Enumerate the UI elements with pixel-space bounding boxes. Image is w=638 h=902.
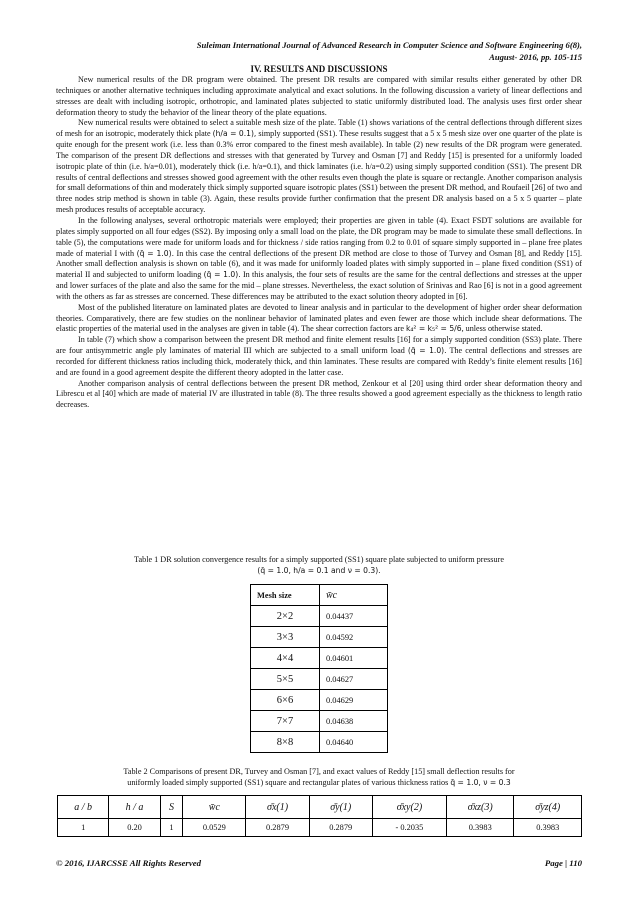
table-row bbox=[251, 606, 388, 627]
table-1-cell-w: 0.04437 bbox=[320, 606, 388, 627]
table-2-cell: 0.2879 bbox=[309, 819, 372, 837]
body-text bbox=[56, 75, 582, 411]
math-load-2: (q̄ = 1.0). bbox=[203, 270, 241, 280]
paragraph-2 bbox=[56, 118, 582, 216]
math-load-1: (q̄ = 1.0). bbox=[136, 248, 174, 258]
table-row bbox=[251, 648, 388, 669]
paragraph-3-text-b: In this case the central deflections of the present DR method are close to those of Turvey and Osman [8], and Reddy [15]. Another small deflection analysis is shown on table (6), and it was made for uniformly loaded plates with simply supported in – plane fixed condition (SS1) of material II and subjected to uniform loading bbox=[56, 248, 583, 280]
paragraph-4 bbox=[56, 303, 582, 336]
table-1-cell-w: 0.04627 bbox=[320, 669, 388, 690]
table-1-cell-w: 0.04629 bbox=[320, 690, 388, 711]
table-1-cell-mesh: 4×4 bbox=[251, 648, 320, 669]
table-2-caption-line-2 bbox=[56, 777, 582, 788]
table-1-caption bbox=[56, 554, 582, 576]
header-line-1: Suleiman International Journal of Advanced Research in Computer Science and Software Engineering 6(8), bbox=[196, 40, 582, 50]
table-1-caption-math: (q̄ = 1.0, h/a = 0.1 and ν = 0.3). bbox=[257, 566, 381, 575]
table-1-cell-mesh: 8×8 bbox=[251, 732, 320, 753]
table-1-cell-mesh: 6×6 bbox=[251, 690, 320, 711]
footer-page-number: Page | 110 bbox=[544, 858, 582, 868]
paragraph-6: Another comparison analysis of central deflections between the present DR method, Zenkour et al [20] using third order shear deformation theory and Librescu et al [40] which are made of material IV are illustrated in table (8). The three results showed a good agreement especially as the thickness to length ratio decreases. bbox=[56, 378, 582, 410]
table-1-caption-text: Table 1 DR solution convergence results for a simply supported (SS1) square plate subjected to uniform pressure bbox=[134, 555, 504, 564]
math-shear-factors: k₄² = k₅² = 5/6 bbox=[405, 324, 462, 334]
table-row bbox=[58, 819, 582, 837]
table-row bbox=[251, 690, 388, 711]
table-2-cell: - 0.2035 bbox=[372, 819, 446, 837]
table-2-body bbox=[58, 819, 582, 837]
paragraph-2-text-a: New numerical results were obtained to select a suitable mesh size of the plate. Table (1) shows variations of the central deflections through different sizes of mesh for an isotropic, moderately thick plate bbox=[56, 118, 582, 139]
page-footer bbox=[56, 858, 582, 868]
table-2-header-cell: σ̄xy(2) bbox=[372, 796, 446, 819]
table-1-cell-w: 0.04592 bbox=[320, 627, 388, 648]
table-2-header-cell: σ̄y(1) bbox=[309, 796, 372, 819]
table-2-caption-math: q̄ = 1.0, ν = 0.3 bbox=[450, 778, 511, 787]
paragraph-4-text-b: , unless otherwise stated. bbox=[461, 324, 543, 334]
table-1-cell-w: 0.04640 bbox=[320, 732, 388, 753]
math-h-over-a: (h/a = 0.1), bbox=[212, 129, 257, 139]
footer-copyright: © 2016, IJARCSSE All Rights Reserved bbox=[56, 858, 202, 868]
table-2-header-cell: h / a bbox=[109, 796, 160, 819]
table-1-header-mesh: Mesh size bbox=[251, 585, 320, 606]
paragraph-5-text-b: The central deflections and stresses are recorded for different thickness ratios including thick, moderately thick, and thin laminates. These results are compared with Reddy’s finite element results [16] and are found in a good agreement despite the different theory adopted in the latter case. bbox=[56, 346, 583, 377]
paragraph-3-text-a: In the following analyses, several orthotropic materials were employed; their properties are given in table (4). Exact FSDT solutions are available for plates simply supported on all four edges (SS2). By imposing only a small load on the plate, the DR program may be made to simulate these small deflections. In table (5), the computations were made for uniform loads and for thickness / side ratios ranging from 0.2 to 0.01 of square simply supported in – plane free plates made of material I with bbox=[56, 215, 582, 258]
paragraph-2-text-b: simply supported (SS1). These results suggest that a 5 x 5 mesh size over one quarter of the plate is quite enough for the present work (i.e. less than 0.3% error compared to the finest mesh available). In table (2) new results of the DR program were generated. The comparison of the present DR deflections and stresses with that generated by Turvey and Osman [7] and Reddy [15] is presented for a uniformly loaded isotropic plate of thin (i.e. h/a=0.01), moderately thick (i.e. h/a=0.1), and thick laminates (i.e. h/a=0.2) using simply supported condition (SS1). The present DR results of central deflections and stresses showed good agreement with the other results even though the plate is square or rectangle. Another comparison analysis for small deformations of thin and moderately thick simply supported square isotropic plates (SS1) between the present DR method, and Roufaeil [26] of two and three nodes strip method is shown in table (3). Again, these results provide further confirmation that the present DR analysis based on a 5 x 5 quarter – plate mesh produces results of acceptable accuracy. bbox=[56, 129, 583, 215]
table-2-cell: 1 bbox=[160, 819, 183, 837]
table-2-caption-line-1: Table 2 Comparisons of present DR, Turvey and Osman [7], and exact values of Reddy [15] small deflection results for bbox=[123, 767, 515, 776]
paragraph-1: New numerical results of the DR program were obtained. The present DR results are compared with similar results either generated by other DR techniques or another alternative techniques including approximate analytical and exact solutions. In the following discussion a variety of linear deflections and stresses are dealt with including isotropic, orthotropic, and laminated plates subjected to static uniformly distributed load. The analysis uses first order shear deformation theory to study the behavior of the linear theory of the plate equations. bbox=[56, 75, 582, 117]
table-2-header-cell: σ̄yz(4) bbox=[514, 796, 582, 819]
table-row bbox=[251, 732, 388, 753]
header-line-2: August- 2016, pp. 105-115 bbox=[489, 51, 582, 62]
table-2-header-cell: σ̄x(1) bbox=[246, 796, 309, 819]
table-1-header-row bbox=[251, 585, 388, 606]
table-row bbox=[251, 627, 388, 648]
table-1-cell-mesh: 2×2 bbox=[251, 606, 320, 627]
paragraph-4-text-a: Most of the published literature on laminated plates are devoted to linear analysis and in particular to the development of higher order shear deformation theories. Comparatively, there are few studies on the nonlinear behavior of laminated plates and even fewer are those which include shear deformations. The elastic properties of the material used in the analyses are given in table (4). The shear correction factors are bbox=[56, 302, 582, 334]
table-2-header-cell: a / b bbox=[58, 796, 109, 819]
journal-header bbox=[56, 40, 582, 63]
table-2-header-cell: S bbox=[160, 796, 183, 819]
table-2-cell: 0.3983 bbox=[447, 819, 514, 837]
table-1-cell-mesh: 5×5 bbox=[251, 669, 320, 690]
table-1-header-w: w̄c bbox=[320, 585, 388, 606]
table-2-cell: 0.3983 bbox=[514, 819, 582, 837]
table-1-body bbox=[251, 606, 388, 753]
table-2-cell: 1 bbox=[58, 819, 109, 837]
table-2-cell: 0.2879 bbox=[246, 819, 309, 837]
table-1-cell-w: 0.04601 bbox=[320, 648, 388, 669]
table-2-caption-line-2-text: uniformly loaded simply supported (SS1) square and rectangular plates of various thickness ratios bbox=[127, 778, 449, 787]
table-2-header-cell: σ̄xz(3) bbox=[447, 796, 514, 819]
table-1-cell-mesh: 3×3 bbox=[251, 627, 320, 648]
table-2 bbox=[57, 795, 582, 837]
table-2-caption bbox=[56, 766, 582, 788]
math-load-3: (q̄ = 1.0). bbox=[407, 346, 447, 356]
paragraph-3-text-c: In this analysis, the four sets of results are the same for the central deflections and stresses at the upper and lower surfaces of the plate and also the same for the mid – plane stresses. Nevertheless, the exact solution of Srinivas and Rao [6] is not in a good agreement with the others as far as stresses are concerned. These differences may be attributed to the exact solution theory adopted in [6]. bbox=[56, 270, 582, 301]
paragraph-5 bbox=[56, 335, 582, 378]
section-title: IV. RESULTS AND DISCUSSIONS bbox=[250, 64, 388, 74]
table-2-cell: 0.0529 bbox=[183, 819, 246, 837]
paragraph-5-text-a: In table (7) which show a comparison between the present DR method and finite element results [16] for a simply supported condition (SS3) plate. There are four antisymmetric angle ply laminates of material III which are subjected to a small uniform load bbox=[56, 335, 582, 356]
table-row bbox=[251, 669, 388, 690]
table-1-cell-w: 0.04638 bbox=[320, 711, 388, 732]
paragraph-3 bbox=[56, 216, 582, 303]
table-2-header-cell: w̄c bbox=[183, 796, 246, 819]
table-1 bbox=[250, 584, 388, 753]
table-row bbox=[251, 711, 388, 732]
table-2-cell: 0.20 bbox=[109, 819, 160, 837]
table-2-header-row bbox=[58, 796, 582, 819]
table-1-cell-mesh: 7×7 bbox=[251, 711, 320, 732]
